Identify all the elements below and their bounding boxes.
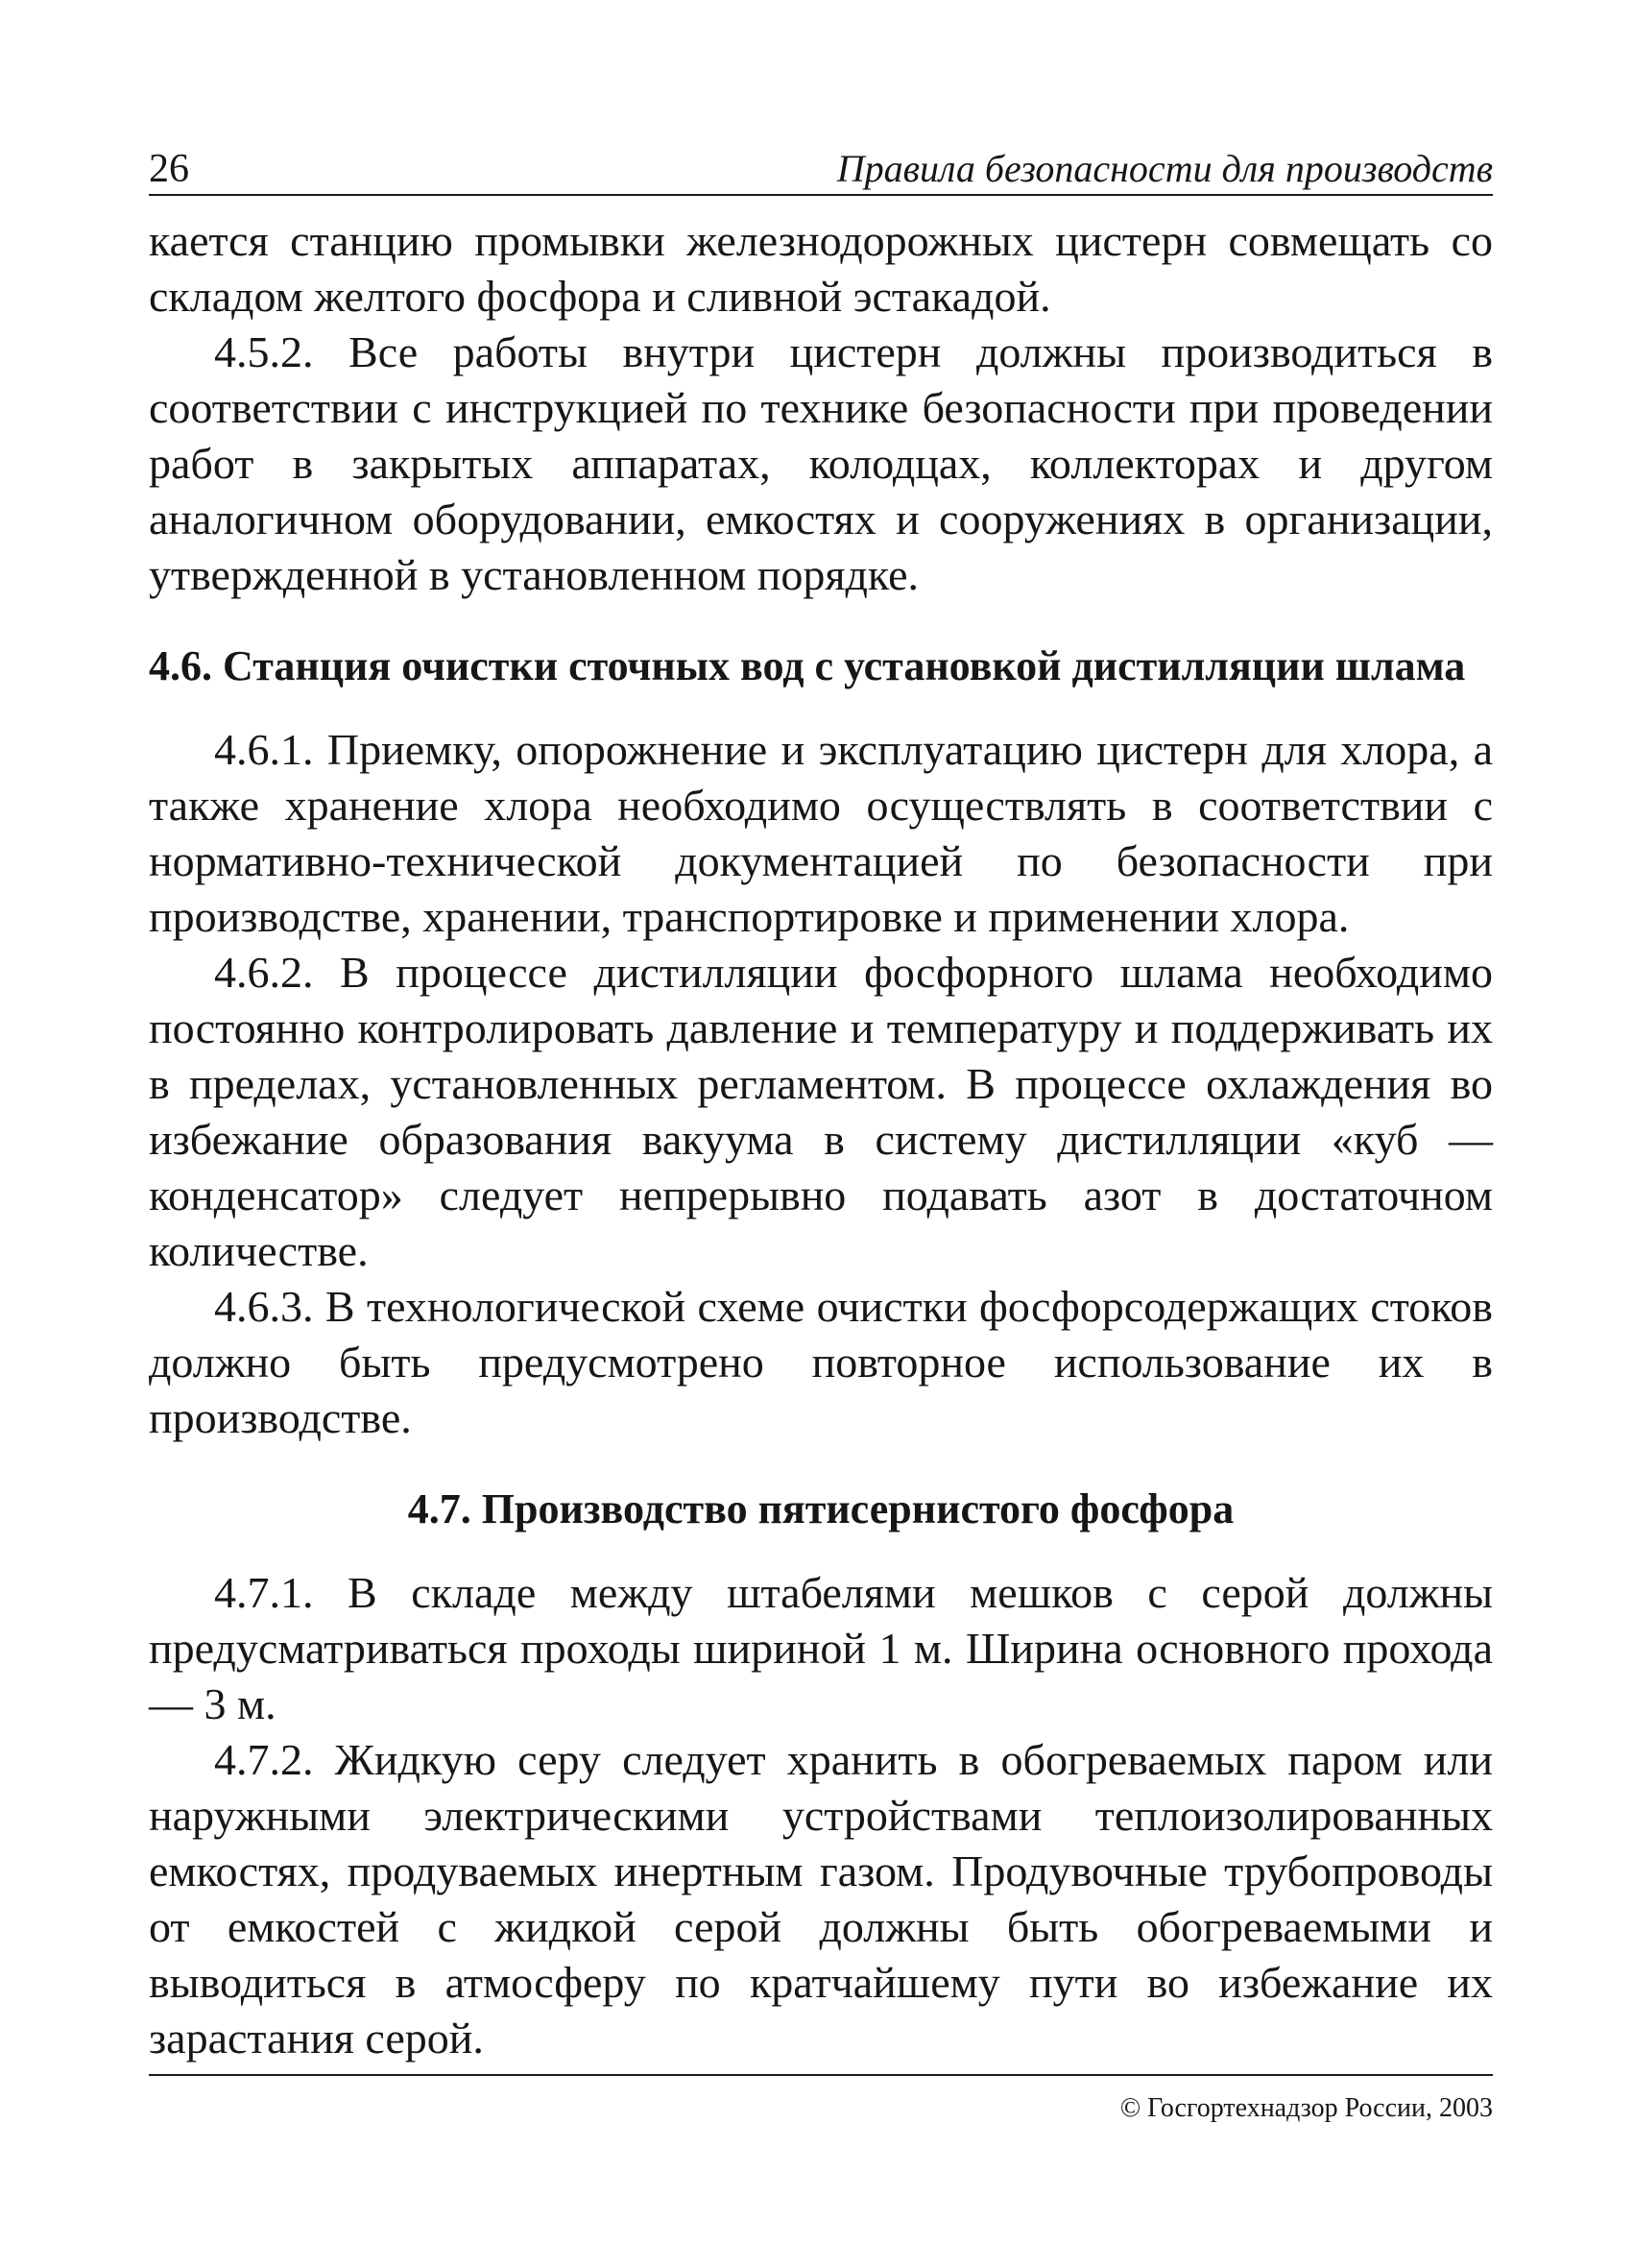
- footer-divider: [149, 2074, 1493, 2076]
- paragraph-continuation: кается станцию промывки железнодорожных цистерн совмещать со складом желтого фосфора и сливной эстакадой.: [149, 216, 1493, 321]
- running-title: Правила безопасности для производств: [836, 147, 1493, 190]
- copyright-notice: © Госгортехнадзор России, 2003: [1119, 2093, 1493, 2123]
- page-number: 26: [149, 147, 189, 191]
- paragraph-4-6-3: 4.6.3. В технологической схеме очистки фосфорсодержащих стоков должно быть предусмотрено повторное использование их в производстве.: [149, 1282, 1493, 1442]
- paragraph-4-5-2: 4.5.2. Все работы внутри цистерн должны производиться в соответствии с инструкцией по технике безопасности при проведении работ в закрытых аппаратах, колодцах, коллекторах и другом аналогичном оборудовании, емкостях и сооружениях в организации, утвержденной в установленном порядке.: [149, 327, 1493, 599]
- paragraph-4-7-2: 4.7.2. Жидкую серу следует хранить в обогреваемых паром или наружными электрическими устройствами теплоизолированных емкостях, продуваемых инертным газом. Продувочные трубопроводы от емкостей с жидкой серой должны быть обогреваемыми и выводиться в атмосферу по кратчайшему пути во избежание их зарастания серой.: [149, 1735, 1493, 2063]
- page-body: [149, 213, 1493, 2066]
- page-header: [149, 144, 1493, 196]
- paragraph-4-7-1: 4.7.1. В складе между штабелями мешков с серой должны предусматриваться проходы шириной 1 м. Ширина основного прохода — 3 м.: [149, 1568, 1493, 1728]
- paragraph-4-6-2: 4.6.2. В процессе дистилляции фосфорного шлама необходимо постоянно контролировать давление и температуру и поддерживать их в пределах, установленных регламентом. В процессе охлаждения во избежание образования вакуума в систему дистилляции «куб — конденсатор» следует непрерывно подавать азот в достаточном количестве.: [149, 948, 1493, 1275]
- section-heading-4-6: 4.6. Станция очистки сточных вод с установкой дистилляции шлама: [149, 642, 1466, 689]
- section-heading-4-7: 4.7. Производство пятисернистого фосфора: [407, 1485, 1235, 1532]
- paragraph-4-6-1: 4.6.1. Приемку, опорожнение и эксплуатацию цистерн для хлора, а также хранение хлора необходимо осуществлять в соответствии с нормативно-технической документацией по безопасности при производстве, хранении, транспортировке и применении хлора.: [149, 725, 1493, 941]
